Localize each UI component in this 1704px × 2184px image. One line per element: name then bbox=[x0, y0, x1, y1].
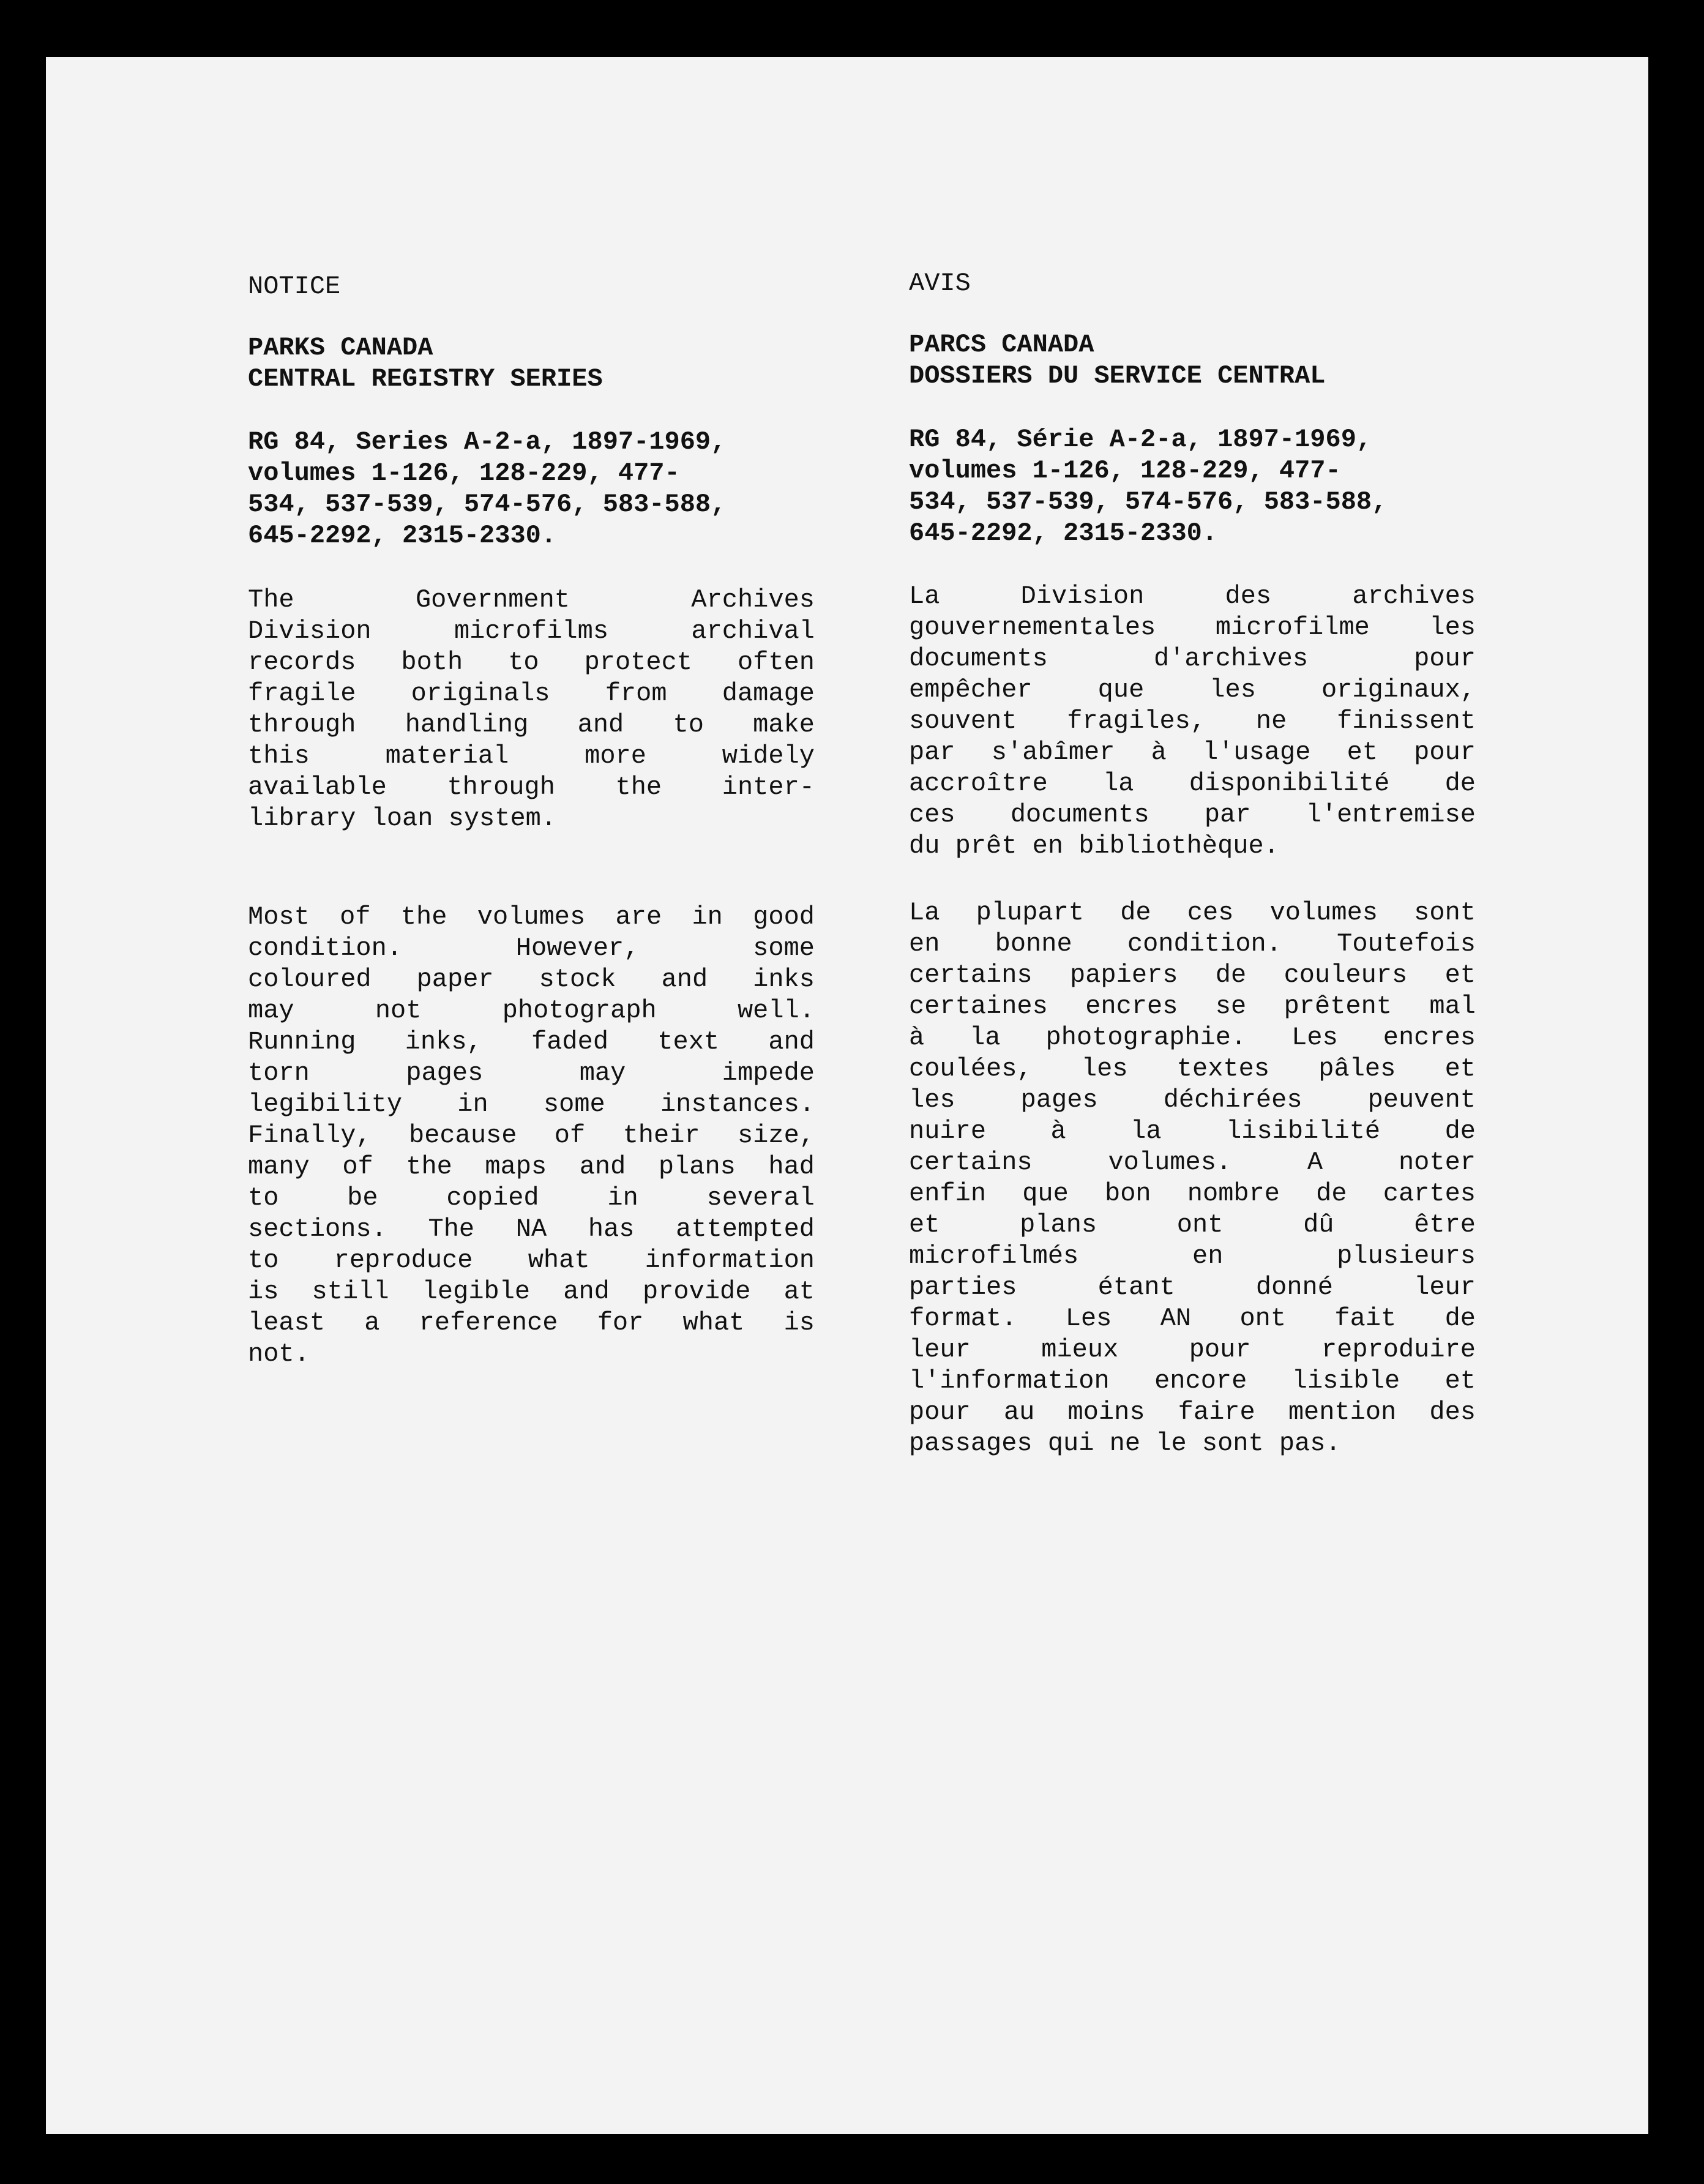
paragraph-line: empêcher que les originaux, bbox=[909, 675, 1476, 705]
reference-line: 645-2292, 2315-2330. bbox=[248, 521, 557, 550]
reference-line: 534, 537-539, 574-576, 583-588, bbox=[248, 490, 727, 519]
paragraph-line: les pages déchirées peuvent bbox=[909, 1085, 1476, 1115]
paragraph-line: many of the maps and plans had bbox=[248, 1152, 815, 1181]
paragraph-line: least a reference for what is bbox=[248, 1308, 815, 1337]
paragraph-line: parties étant donné leur bbox=[909, 1273, 1476, 1302]
paragraph-line: La plupart de ces volumes sont bbox=[909, 898, 1476, 927]
paragraph-line: enfin que bon nombre de cartes bbox=[909, 1179, 1476, 1208]
reference-line: 534, 537-539, 574-576, 583-588, bbox=[909, 487, 1388, 517]
title-line: PARKS CANADA bbox=[248, 333, 433, 362]
notice-heading: NOTICE bbox=[248, 272, 341, 301]
paragraph-line: documents d'archives pour bbox=[909, 644, 1476, 673]
reference-block bbox=[909, 424, 1476, 549]
paragraph-line: ces documents par l'entremise bbox=[909, 800, 1476, 829]
paragraph-line: La Division des archives bbox=[909, 582, 1476, 611]
paragraph-line: condition. However, some bbox=[248, 933, 815, 963]
paragraph-line: not. bbox=[248, 1339, 310, 1369]
paragraph-line: torn pages may impede bbox=[248, 1058, 815, 1088]
reference-line: 645-2292, 2315-2330. bbox=[909, 518, 1218, 548]
title-line: DOSSIERS DU SERVICE CENTRAL bbox=[909, 361, 1326, 391]
paragraph-condition bbox=[248, 902, 815, 1370]
paragraph-line: pour au moins faire mention des bbox=[909, 1397, 1476, 1427]
paragraph-line: à la photographie. Les encres bbox=[909, 1023, 1476, 1052]
title-line: PARCS CANADA bbox=[909, 330, 1094, 359]
paragraph-line: coulées, les textes pâles et bbox=[909, 1054, 1476, 1083]
paragraph-line: passages qui ne le sont pas. bbox=[909, 1429, 1341, 1458]
paragraph-line: certains papiers de couleurs et bbox=[909, 960, 1476, 990]
paragraph-line: legibility in some instances. bbox=[248, 1090, 815, 1119]
paragraph-line: souvent fragiles, ne finissent bbox=[909, 706, 1476, 736]
paragraph-line: library loan system. bbox=[248, 804, 557, 833]
paragraph-line: may not photograph well. bbox=[248, 996, 815, 1025]
paragraph-microfilm bbox=[248, 585, 815, 834]
paragraph-line: to be copied in several bbox=[248, 1183, 815, 1213]
paragraph-line: nuire à la lisibilité de bbox=[909, 1116, 1476, 1146]
paragraph-line: par s'abîmer à l'usage et pour bbox=[909, 738, 1476, 767]
paragraph-line: Most of the volumes are in good bbox=[248, 902, 815, 932]
paragraph-line: available through the inter- bbox=[248, 772, 815, 802]
paragraph-line: du prêt en bibliothèque. bbox=[909, 831, 1279, 861]
title-line: CENTRAL REGISTRY SERIES bbox=[248, 364, 603, 394]
paragraph-line: Finally, because of their size, bbox=[248, 1121, 815, 1150]
paragraph-line: accroître la disponibilité de bbox=[909, 769, 1476, 798]
title-block bbox=[909, 329, 1476, 392]
title-block bbox=[248, 332, 815, 395]
paragraph-line: fragile originals from damage bbox=[248, 679, 815, 708]
paragraph-line: en bonne condition. Toutefois bbox=[909, 929, 1476, 959]
paragraph-line: this material more widely bbox=[248, 741, 815, 771]
paragraph-microfilm bbox=[909, 581, 1476, 862]
reference-line: RG 84, Série A-2-a, 1897-1969, bbox=[909, 425, 1372, 454]
paragraph-line: sections. The NA has attempted bbox=[248, 1214, 815, 1244]
paragraph-line: The Government Archives bbox=[248, 585, 815, 615]
paragraph-line: through handling and to make bbox=[248, 710, 815, 739]
paragraph-line: et plans ont dû être bbox=[909, 1210, 1476, 1240]
document-page bbox=[46, 57, 1648, 2134]
paragraph-condition bbox=[909, 897, 1476, 1459]
paragraph-line: format. Les AN ont fait de bbox=[909, 1304, 1476, 1333]
paragraph-line: coloured paper stock and inks bbox=[248, 965, 815, 994]
avis-heading: AVIS bbox=[909, 269, 971, 298]
reference-line: volumes 1-126, 128-229, 477- bbox=[909, 456, 1341, 485]
paragraph-line: records both to protect often bbox=[248, 648, 815, 677]
reference-line: RG 84, Series A-2-a, 1897-1969, bbox=[248, 427, 727, 457]
paragraph-line: Division microfilms archival bbox=[248, 616, 815, 646]
paragraph-line: is still legible and provide at bbox=[248, 1277, 815, 1306]
reference-block bbox=[248, 427, 815, 552]
paragraph-line: certains volumes. A noter bbox=[909, 1148, 1476, 1177]
reference-line: volumes 1-126, 128-229, 477- bbox=[248, 458, 680, 488]
paragraph-line: Running inks, faded text and bbox=[248, 1027, 815, 1056]
paragraph-line: certaines encres se prêtent mal bbox=[909, 992, 1476, 1021]
paragraph-line: microfilmés en plusieurs bbox=[909, 1241, 1476, 1271]
paragraph-line: l'information encore lisible et bbox=[909, 1366, 1476, 1396]
paragraph-line: to reproduce what information bbox=[248, 1246, 815, 1275]
paragraph-line: leur mieux pour reproduire bbox=[909, 1335, 1476, 1364]
paragraph-line: gouvernementales microfilme les bbox=[909, 613, 1476, 642]
